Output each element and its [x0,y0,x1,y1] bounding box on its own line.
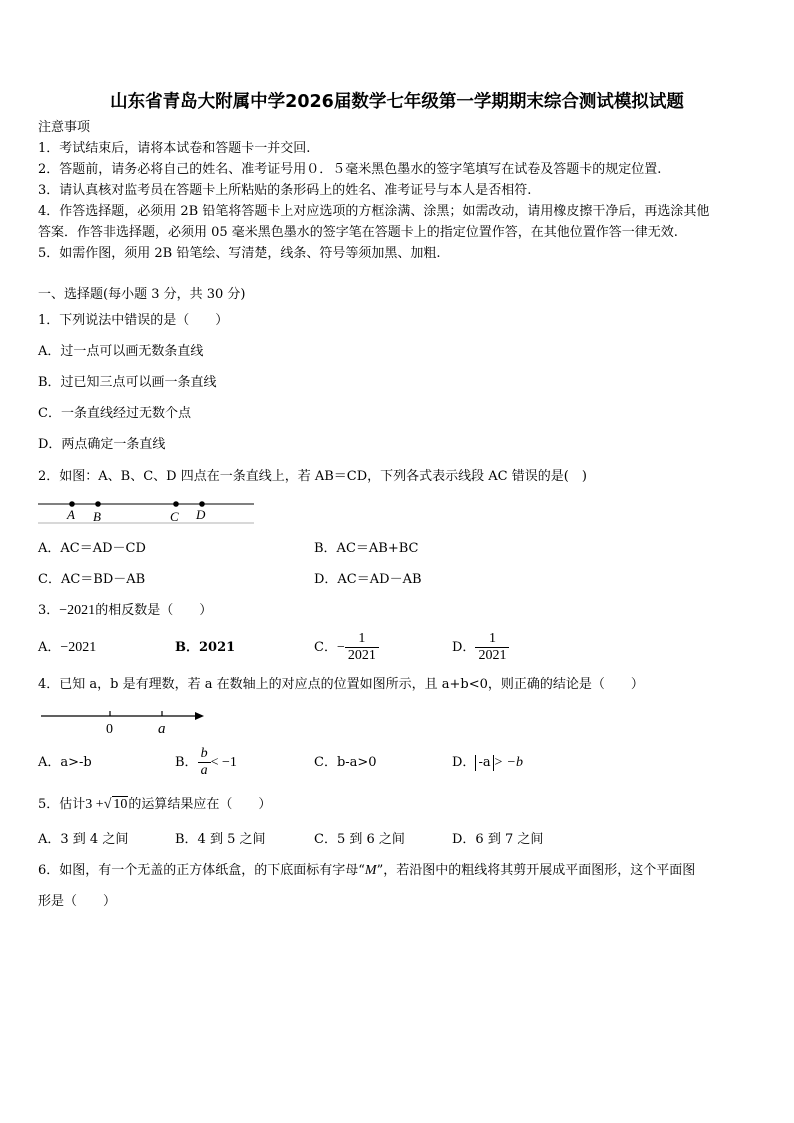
q3-option-d-fraction [475,631,509,664]
q3-option-b: B．2021 [175,640,236,655]
question-5-stem [38,796,271,813]
fraction-numerator: b [200,746,208,761]
q3-option-c [314,628,379,668]
q3-option-a-label: A． [38,640,61,655]
fraction-denominator: a [198,762,211,779]
q5-number: 5．估计 [38,797,86,812]
note-item: 2．答题前，请务必将自己的姓名、准考证号用０．５毫米黑色墨水的签字笔填写在试卷及答题卡的规定位置. [38,162,662,177]
fraction-denominator: 2021 [475,647,509,664]
q3-option-a [38,640,96,656]
q4-option-a: A．a>-b [38,755,92,770]
note-item: 答案．作答非选择题，必须用 05 毫米黑色墨水的签字笔在答题卡上的指定位置作答，在其他位置作答一律无效. [38,225,678,240]
note-item: 3．请认真核对监考员在答题卡上所粘贴的条形码上的姓名、准考证号与本人是否相符. [38,183,532,198]
axis-zero-label: 0 [106,722,113,737]
point-c-label: C [170,509,179,524]
q1-option-b: B．过已知三点可以画一条直线 [38,375,217,390]
fraction-denominator: 2021 [345,647,379,664]
q2-option-d: D．AC＝AD－AB [314,572,422,587]
q6-stem-part: 6．如图，有一个无盖的正方体纸盒，的下底面标有字母“ [38,863,365,878]
question-3-stem [38,603,212,619]
question-1-stem: 1．下列说法中错误的是（ ） [38,313,229,328]
q5-expression-prefix: 3 + [85,797,104,812]
q4-option-b-relation: < −1 [210,755,237,770]
q2-option-c: C．AC＝BD－AB [38,572,146,587]
sqrt-symbol: √ [103,797,112,812]
q5-option-b: B．4 到 5 之间 [175,832,266,847]
q3-option-d [452,628,509,668]
point-a-label: A [67,507,75,522]
q3-option-c-fraction [345,631,379,664]
point-d-dot [199,501,205,507]
q6-stem-part: ”，若沿图中的粗线将其剪开展成平面图形，这个平面图 [376,863,696,878]
axis-arrow-icon [195,712,204,720]
q3-option-d-label: D． [452,640,476,655]
question-2-stem: 2．如图：A、B、C、D 四点在一条直线上，若 AB＝CD，下列各式表示线段 AC 错误的是( ) [38,469,587,484]
note-item: 1．考试结束后，请将本试卷和答题卡一并交回. [38,141,311,156]
q5-stem-text: 的运算结果应在（ ） [128,797,272,812]
q1-option-a: A．过一点可以画无数条直线 [38,344,204,359]
q4-option-b [175,743,237,783]
q4-option-d [452,755,523,771]
q6-letter: M [364,863,377,878]
q4-option-d-relation: > −b [493,755,523,770]
q5-option-d: D．6 到 7 之间 [452,832,544,847]
q3-option-c-sign: − [336,640,345,655]
q3-stem-text: 的相反数是（ ） [95,603,213,618]
page-title: 山东省青岛大附属中学2026届数学七年级第一学期期末综合测试模拟试题 [110,92,684,112]
q2-option-a: A．AC＝AD－CD [38,541,146,556]
fraction-numerator: 1 [488,631,496,646]
q3-option-c-label: C． [314,640,337,655]
note-item: 5．如需作图，须用 2B 铅笔绘、写清楚，线条、符号等须加黑、加粗. [38,246,441,261]
point-a-dot [69,501,75,507]
absolute-value: -a [475,755,493,771]
axis-a-label: a [158,721,166,737]
question-6-stem-line2: 形是（ ） [38,894,117,909]
q2-option-b: B．AC＝AB+BC [314,541,419,556]
point-b-label: B [93,509,101,524]
question-4-stem: 4．已知 a，b 是有理数，若 a 在数轴上的对应点的位置如图所示，且 a+b<0，则正确的结论是（ ） [38,677,644,692]
number-line-figure [38,706,210,738]
q3-number: 3． [38,603,60,618]
notes-heading: 注意事项 [38,120,91,135]
question-6-stem [38,863,695,879]
note-item: 4．作答选择题，必须用 2B 铅笔将答题卡上对应选项的方框涂满、涂黑；如需改动，请用橡皮擦干净后，再选涂其他 [38,204,710,219]
q4-option-b-fraction [198,746,211,779]
line-segment-figure [36,495,258,527]
q5-option-c: C．5 到 6 之间 [314,832,405,847]
q4-option-d-label: D． [452,755,476,770]
q4-option-c: C．b-a>0 [314,755,377,770]
q5-radicand: 10 [113,797,128,812]
q1-option-c: C．一条直线经过无数个点 [38,406,191,421]
point-c-dot [173,501,179,507]
point-d-label: D [196,507,206,522]
q3-expression: −2021 [59,603,96,618]
q3-option-a-value: −2021 [60,640,97,655]
point-b-dot [95,501,101,507]
q5-option-a: A．3 到 4 之间 [38,832,129,847]
section-heading: 一、选择题(每小题 3 分，共 30 分) [38,287,246,302]
q4-option-b-label: B． [175,755,198,770]
q1-option-d: D．两点确定一条直线 [38,437,166,452]
fraction-numerator: 1 [358,631,366,646]
